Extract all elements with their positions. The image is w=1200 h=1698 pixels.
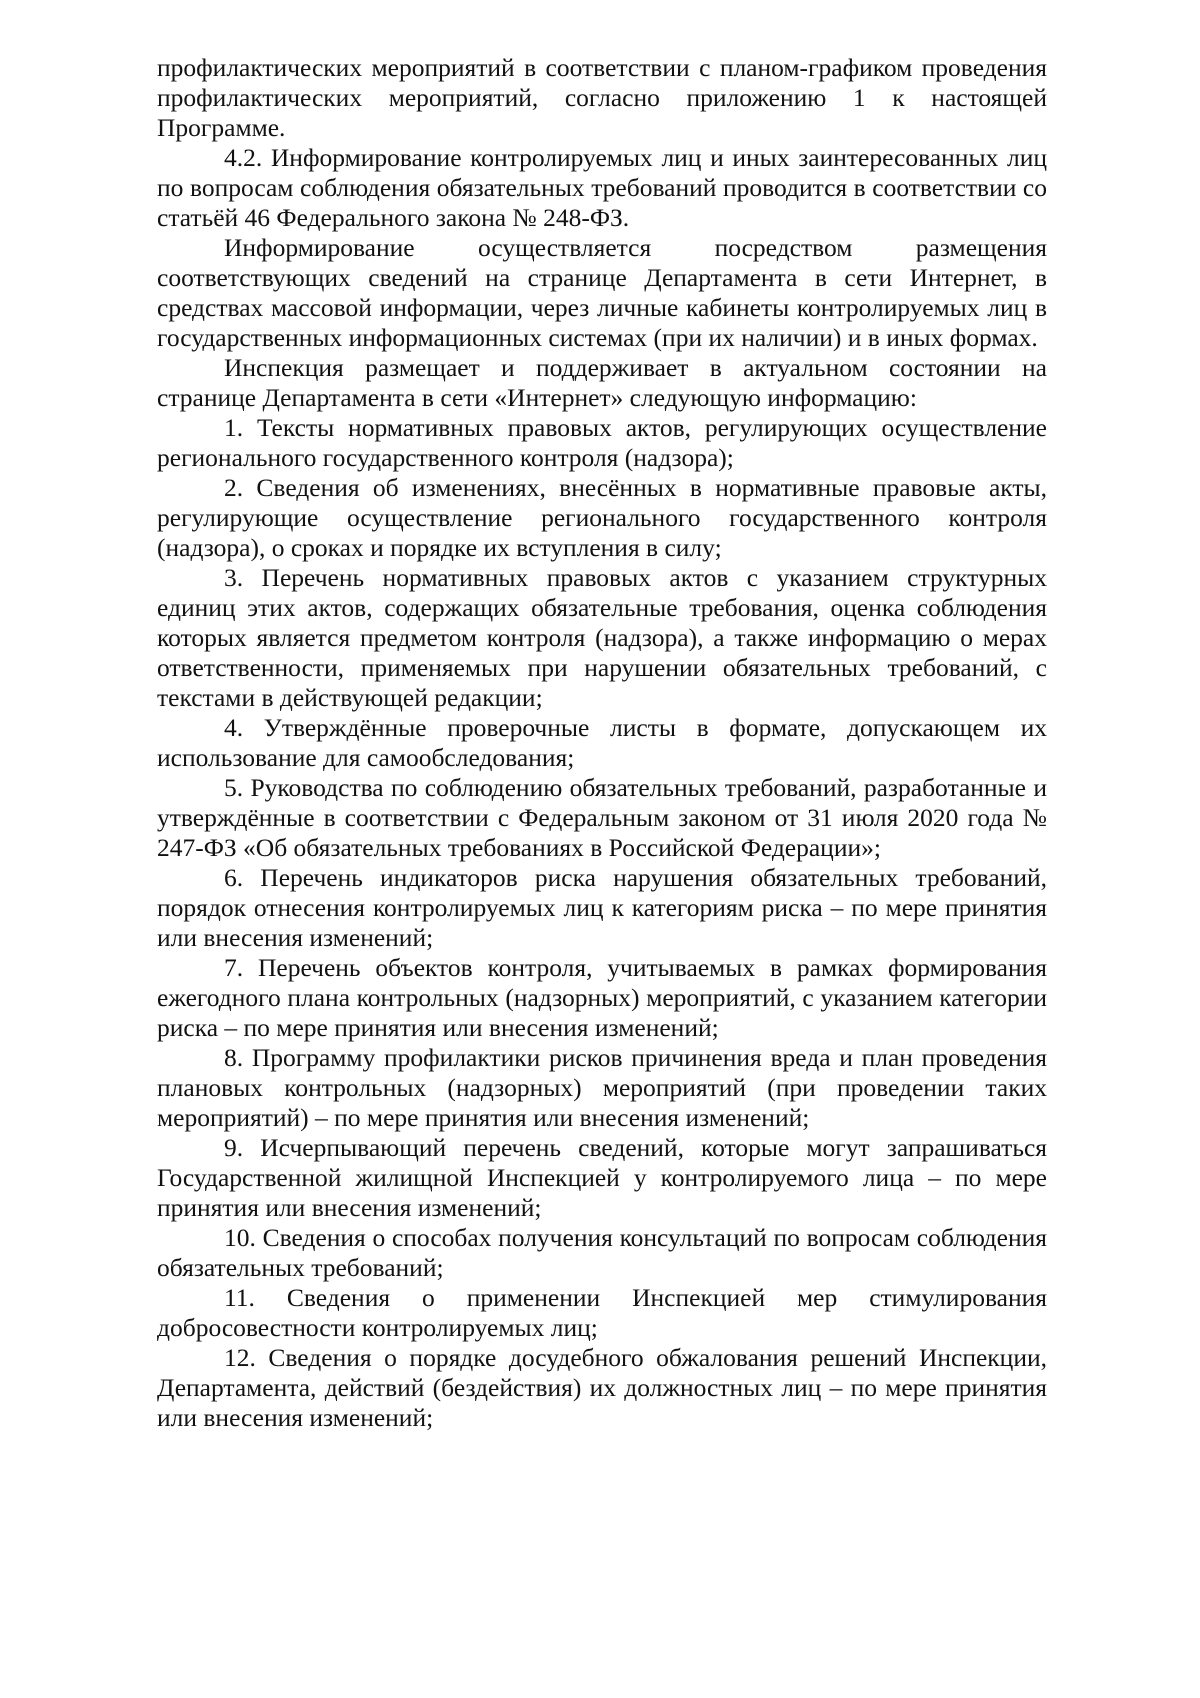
list-item-2: 2. Сведения об изменениях, внесённых в нормативные правовые акты, регулирующие осуществление регионального государственного контроля (надзора), о сроках и порядке их вступления в силу; — [157, 473, 1047, 562]
list-item-5: 5. Руководства по соблюдению обязательных требований, разработанные и утверждённые в соответствии с Федеральным законом от 31 июля 2020 года № 247-ФЗ «Об обязательных требованиях в Российской Федерации»; — [157, 773, 1047, 862]
list-item-4: 4. Утверждённые проверочные листы в формате, допускающем их использование для самообследования; — [157, 713, 1047, 772]
document-page — [157, 53, 1047, 1433]
paragraph-informing-methods: Информирование осуществляется посредством размещения соответствующих сведений на странице Департамента в сети Интернет, в средствах массовой информации, через личные кабинеты контролируемых лиц в государственных информационных системах (при их наличии) и в иных формах. — [157, 233, 1047, 352]
list-item-9: 9. Исчерпывающий перечень сведений, которые могут запрашиваться Государственной жилищной Инспекцией у контролируемого лица – по мере принятия или внесения изменений; — [157, 1133, 1047, 1222]
list-item-7: 7. Перечень объектов контроля, учитываемых в рамках формирования ежегодного плана контрольных (надзорных) мероприятий, с указанием категории риска – по мере принятия или внесения изменений; — [157, 953, 1047, 1042]
list-item-8: 8. Программу профилактики рисков причинения вреда и план проведения плановых контрольных (надзорных) мероприятий (при проведении таких мероприятий) – по мере принятия или внесения изменений; — [157, 1043, 1047, 1132]
list-item-6: 6. Перечень индикаторов риска нарушения обязательных требований, порядок отнесения контролируемых лиц к категориям риска – по мере принятия или внесения изменений; — [157, 863, 1047, 952]
paragraph-inspection-publishes: Инспекция размещает и поддерживает в актуальном состоянии на странице Департамента в сети «Интернет» следующую информацию: — [157, 353, 1047, 412]
list-item-11: 11. Сведения о применении Инспекцией мер стимулирования добросовестности контролируемых лиц; — [157, 1283, 1047, 1342]
list-item-3: 3. Перечень нормативных правовых актов с указанием структурных единиц этих актов, содержащих обязательные требования, оценка соблюдения которых является предметом контроля (надзора), а также информацию о мерах ответственности, применяемых при нарушении обязательных требований, с текстами в действующей редакции; — [157, 563, 1047, 712]
list-item-1: 1. Тексты нормативных правовых актов, регулирующих осуществление регионального государственного контроля (надзора); — [157, 413, 1047, 472]
list-item-10: 10. Сведения о способах получения консультаций по вопросам соблюдения обязательных требований; — [157, 1223, 1047, 1282]
paragraph-section-4-2: 4.2. Информирование контролируемых лиц и иных заинтересованных лиц по вопросам соблюдения обязательных требований проводится в соответствии со статьёй 46 Федерального закона № 248-ФЗ. — [157, 143, 1047, 232]
list-item-12: 12. Сведения о порядке досудебного обжалования решений Инспекции, Департамента, действий (бездействия) их должностных лиц – по мере принятия или внесения изменений; — [157, 1343, 1047, 1432]
paragraph-continuation: профилактических мероприятий в соответствии с планом-графиком проведения профилактических мероприятий, согласно приложению 1 к настоящей Программе. — [157, 53, 1047, 142]
